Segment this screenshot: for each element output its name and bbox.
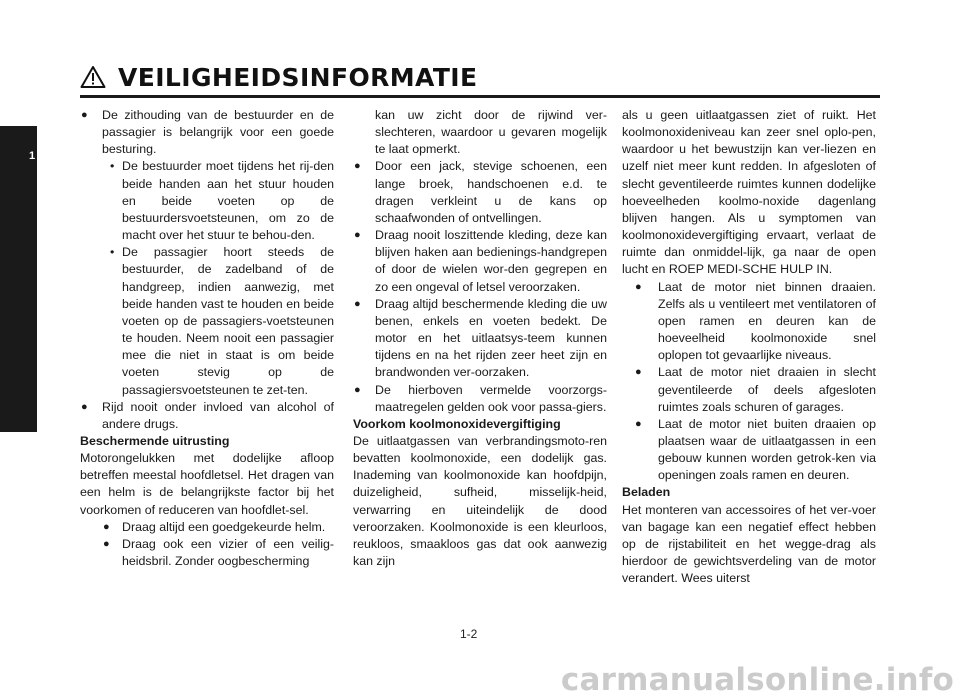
- list-item: ● De zithouding van de bestuurder en de passagier is belangrijk voor een goede besturing.: [81, 108, 334, 157]
- list-item: ● Draag nooit loszittende kleding, deze kan blijven haken aan bedienings-handgrepen of door de wielen wor-den gegrepen en zo een ongeval of letsel veroorzaken.: [354, 228, 607, 294]
- bullet-icon: ●: [103, 520, 110, 533]
- list-item: ● Draag ook een vizier of een veilig-heidsbril. Zonder oogbescherming: [103, 536, 334, 569]
- bullet-icon: ●: [635, 366, 642, 379]
- bullet-icon: ●: [354, 383, 361, 396]
- paragraph: Motorongelukken met dodelijke afloop betreffen meestal hoofdletsel. Het dragen van een helm is de belangrijkste factor bij het voorkomen of reduceren van hoofdlet-sel.: [80, 451, 334, 517]
- page-number: 1-2: [460, 627, 478, 641]
- list-item: ● Laat de motor niet draaien in slecht geventileerde of deels afgesloten ruimtes zoals schuren of garages.: [635, 365, 876, 414]
- column-1: [80, 107, 334, 570]
- bullet-icon: ●: [354, 229, 361, 242]
- watermark: carmanualsonline.info: [560, 662, 954, 698]
- bullet-icon: ●: [354, 160, 361, 173]
- list-item: ● Laat de motor niet buiten draaien op plaatsen waar de uitlaatgassen in een gebouw kunnen worden getrok-ken via openingen zoals ramen en deuren.: [635, 416, 876, 483]
- warning-triangle-icon: [80, 65, 106, 89]
- paragraph: De uitlaatgassen van verbrandingsmoto-ren bevatten koolmonoxide, een dodelijk gas. Inademing van koolmonoxide kan hoofdpijn, duizeligheid, sufheid, misselijk-heid, verwarring en uiteindelijk de dood veroorzaken. Koolmonoxide is een kleurloos, reukloos, smaakloos gas dat ook aanwezig kan zijn: [353, 433, 607, 569]
- bullet-icon: ●: [635, 280, 642, 293]
- paragraph: kan uw zicht door de rijwind ver-slechteren, waardoor u gevaren mogelijk te laat opmerkt.: [375, 108, 607, 157]
- list-item: ● Laat de motor niet binnen draaien. Zelfs als u ventileert met ventilatoren of open ramen en deuren kan de hoeveelheid koolmonoxide snel oplopen tot gevaarlijke niveaus.: [635, 279, 876, 363]
- chapter-number: 1: [29, 150, 36, 162]
- list-item: ● Rijd nooit onder invloed van alcohol of andere drugs.: [81, 399, 334, 431]
- paragraph: als u geen uitlaatgassen ziet of ruikt. Het koolmonoxideniveau kan zeer snel oplo-pen, waardoor u het bewustzijn kan ver-liezen en uzelf niet meer kunt redden. In afgesloten of slecht geventileerde ruimtes kunnen dodelijke hoeveelheden koolmo-noxide dagenlang blijven hangen. Als u symptomen van koolmonoxidevergiftiging ervaart, verlaat de ruimte dan onmiddel-lijk, ga naar de open lucht en ROEP MEDI-SCHE HULP IN.: [622, 108, 876, 277]
- subsection-title: Beladen: [622, 485, 671, 500]
- bullet-icon: ●: [103, 537, 110, 550]
- subsection-title: Voorkom koolmonoxidevergiftiging: [353, 416, 561, 431]
- list-item: ● De hierboven vermelde voorzorgs-maatregelen gelden ook voor passa-giers.: [354, 382, 607, 414]
- bullet-icon: •: [110, 245, 115, 260]
- list-item: ● Door een jack, stevige schoenen, een lange broek, handschoenen e.d. te dragen verkleint u de kans op schaafwonden of ontvellingen.: [354, 159, 607, 225]
- sub-list-item: • De bestuurder moet tijdens het rij-den beide handen aan het stuur houden en beide voeten op de bestuurdersvoetsteunen, om zo de macht over het stuur te behou-den.: [110, 159, 334, 243]
- subsection-title: Beschermende uitrusting: [80, 433, 230, 448]
- bullet-icon: ●: [354, 297, 361, 310]
- chapter-tab: [0, 126, 37, 432]
- list-item: ● Draag altijd beschermende kleding die uw benen, enkels en voeten bedekt. De motor en het uitlaatsys-teem kunnen tijdens en na het rijden zeer heet zijn en brandwonden ver-oorzaken.: [354, 296, 607, 380]
- header-rule: [80, 95, 880, 98]
- page-header: [80, 60, 880, 94]
- column-3: [622, 107, 876, 587]
- list-item: ● Draag altijd een goedgekeurde helm.: [102, 519, 334, 536]
- paragraph: Het monteren van accessoires of het ver-voer van bagage kan een negatief effect hebben op de rijstabiliteit en het wegge-drag als hierdoor de gewichtsverdeling van de motor verandert. Wees uiterst: [622, 502, 876, 586]
- bullet-icon: ●: [635, 417, 642, 430]
- bullet-icon: ●: [81, 109, 88, 121]
- sub-list-item: • De passagier hoort steeds de bestuurder, de zadelband of de handgreep, indien aanwezig, met beide handen vast te houden en beide voeten op de passagiers-voetsteunen te houden. Neem nooit een passagier mee die niet in staat is om beide voeten stevig op de passagiersvoetsteunen te zet-ten.: [110, 245, 334, 397]
- bullet-icon: ●: [81, 400, 88, 413]
- section-title: VEILIGHEIDSINFORMATIE: [118, 62, 478, 92]
- bullet-icon: •: [110, 159, 115, 174]
- column-2: [353, 107, 607, 570]
